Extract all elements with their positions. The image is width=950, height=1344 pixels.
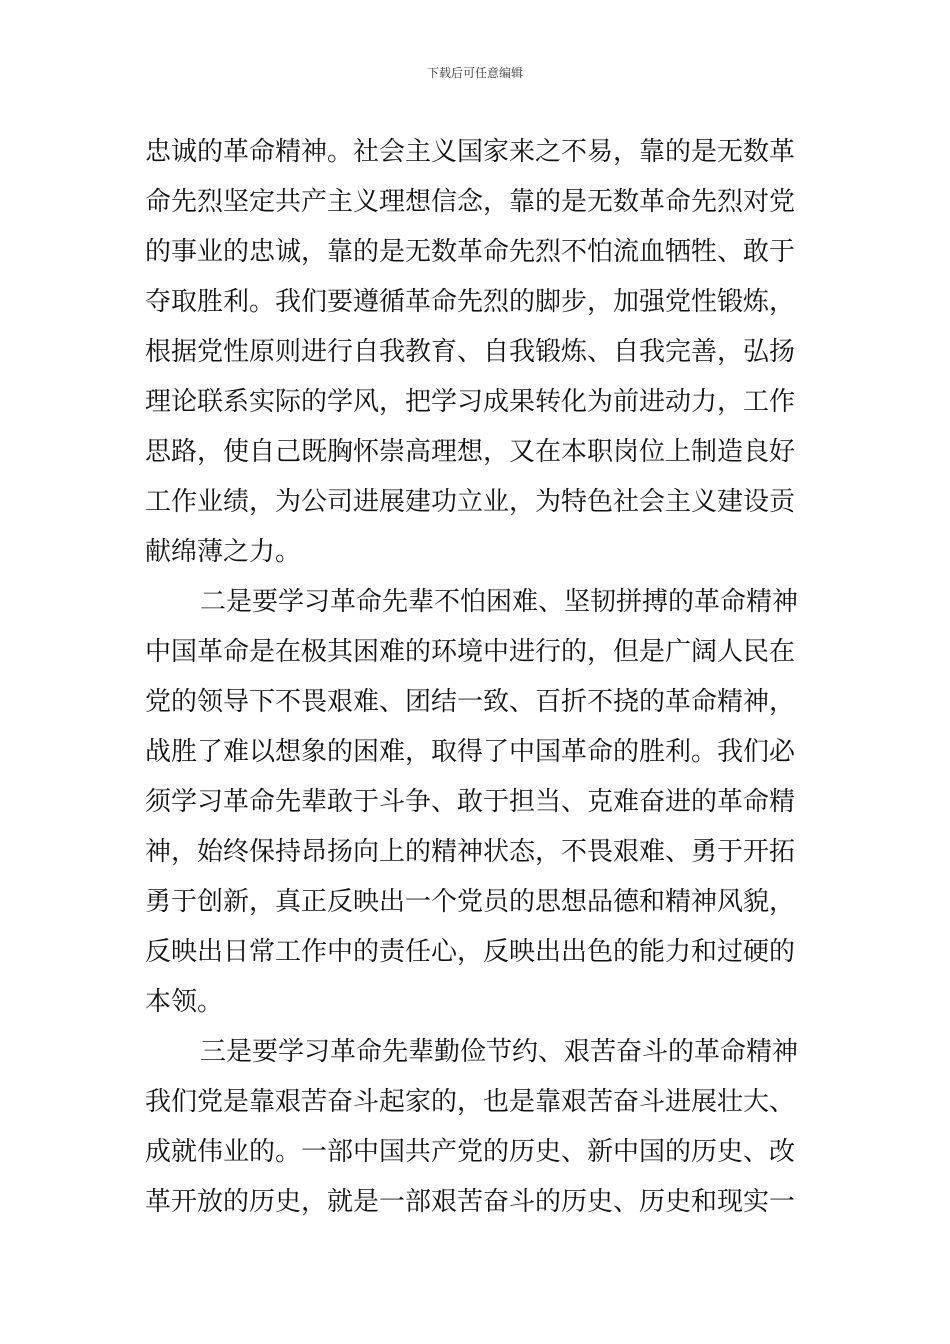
text-line: 本领。 (145, 987, 224, 1017)
page-header: 下载后可任意编辑 (426, 66, 523, 80)
text-line: 忠诚的革命精神。社会主义国家来之不易，靠的是无数革 (145, 137, 796, 167)
text-line: 须学习革命先辈敢于斗争、敢于担当、克难奋进的革命精 (145, 787, 796, 817)
section-heading-three: 三是要学习革命先辈勤俭节约、艰苦奋斗的革命精神 (200, 1037, 799, 1067)
text-line: 勇于创新，真正反映出一个党员的思想品德和精神风貌， (145, 887, 796, 917)
text-line: 党的领导下不畏艰难、团结一致、百折不挠的革命精神， (145, 687, 796, 717)
text-line: 反映出日常工作中的责任心，反映出出色的能力和过硬的 (145, 937, 796, 967)
text-line: 中国革命是在极其困难的环境中进行的，但是广阔人民在 (145, 637, 796, 667)
text-line: 夺取胜利。我们要遵循革命先烈的脚步，加强党性锻炼， (145, 287, 796, 317)
text-line: 神，始终保持昂扬向上的精神状态，不畏艰难、勇于开拓 (145, 837, 796, 867)
text-line: 的事业的忠诚，靠的是无数革命先烈不怕流血牺牲、敢于 (145, 237, 796, 267)
document-body (145, 127, 807, 1227)
text-line: 工作业绩，为公司进展建功立业，为特色社会主义建设贡 (145, 487, 796, 517)
text-line: 战胜了难以想象的困难，取得了中国革命的胜利。我们必 (145, 737, 796, 767)
text-line: 我们党是靠艰苦奋斗起家的，也是靠艰苦奋斗进展壮大、 (145, 1087, 796, 1117)
text-line: 命先烈坚定共产主义理想信念，靠的是无数革命先烈对党 (145, 187, 796, 217)
text-line: 理论联系实际的学风，把学习成果转化为前进动力，工作 (145, 387, 796, 417)
text-line: 成就伟业的。一部中国共产党的历史、新中国的历史、改 (145, 1137, 796, 1167)
text-line: 革开放的历史，就是一部艰苦奋斗的历史、历史和现实一 (145, 1187, 796, 1217)
text-line: 根据党性原则进行自我教育、自我锻炼、自我完善，弘扬 (145, 337, 796, 367)
text-line: 献绵薄之力。 (145, 537, 302, 567)
text-line: 思路，使自己既胸怀崇高理想，又在本职岗位上制造良好 (145, 437, 796, 467)
section-heading-two: 二是要学习革命先辈不怕困难、坚韧拼搏的革命精神 (200, 587, 799, 617)
